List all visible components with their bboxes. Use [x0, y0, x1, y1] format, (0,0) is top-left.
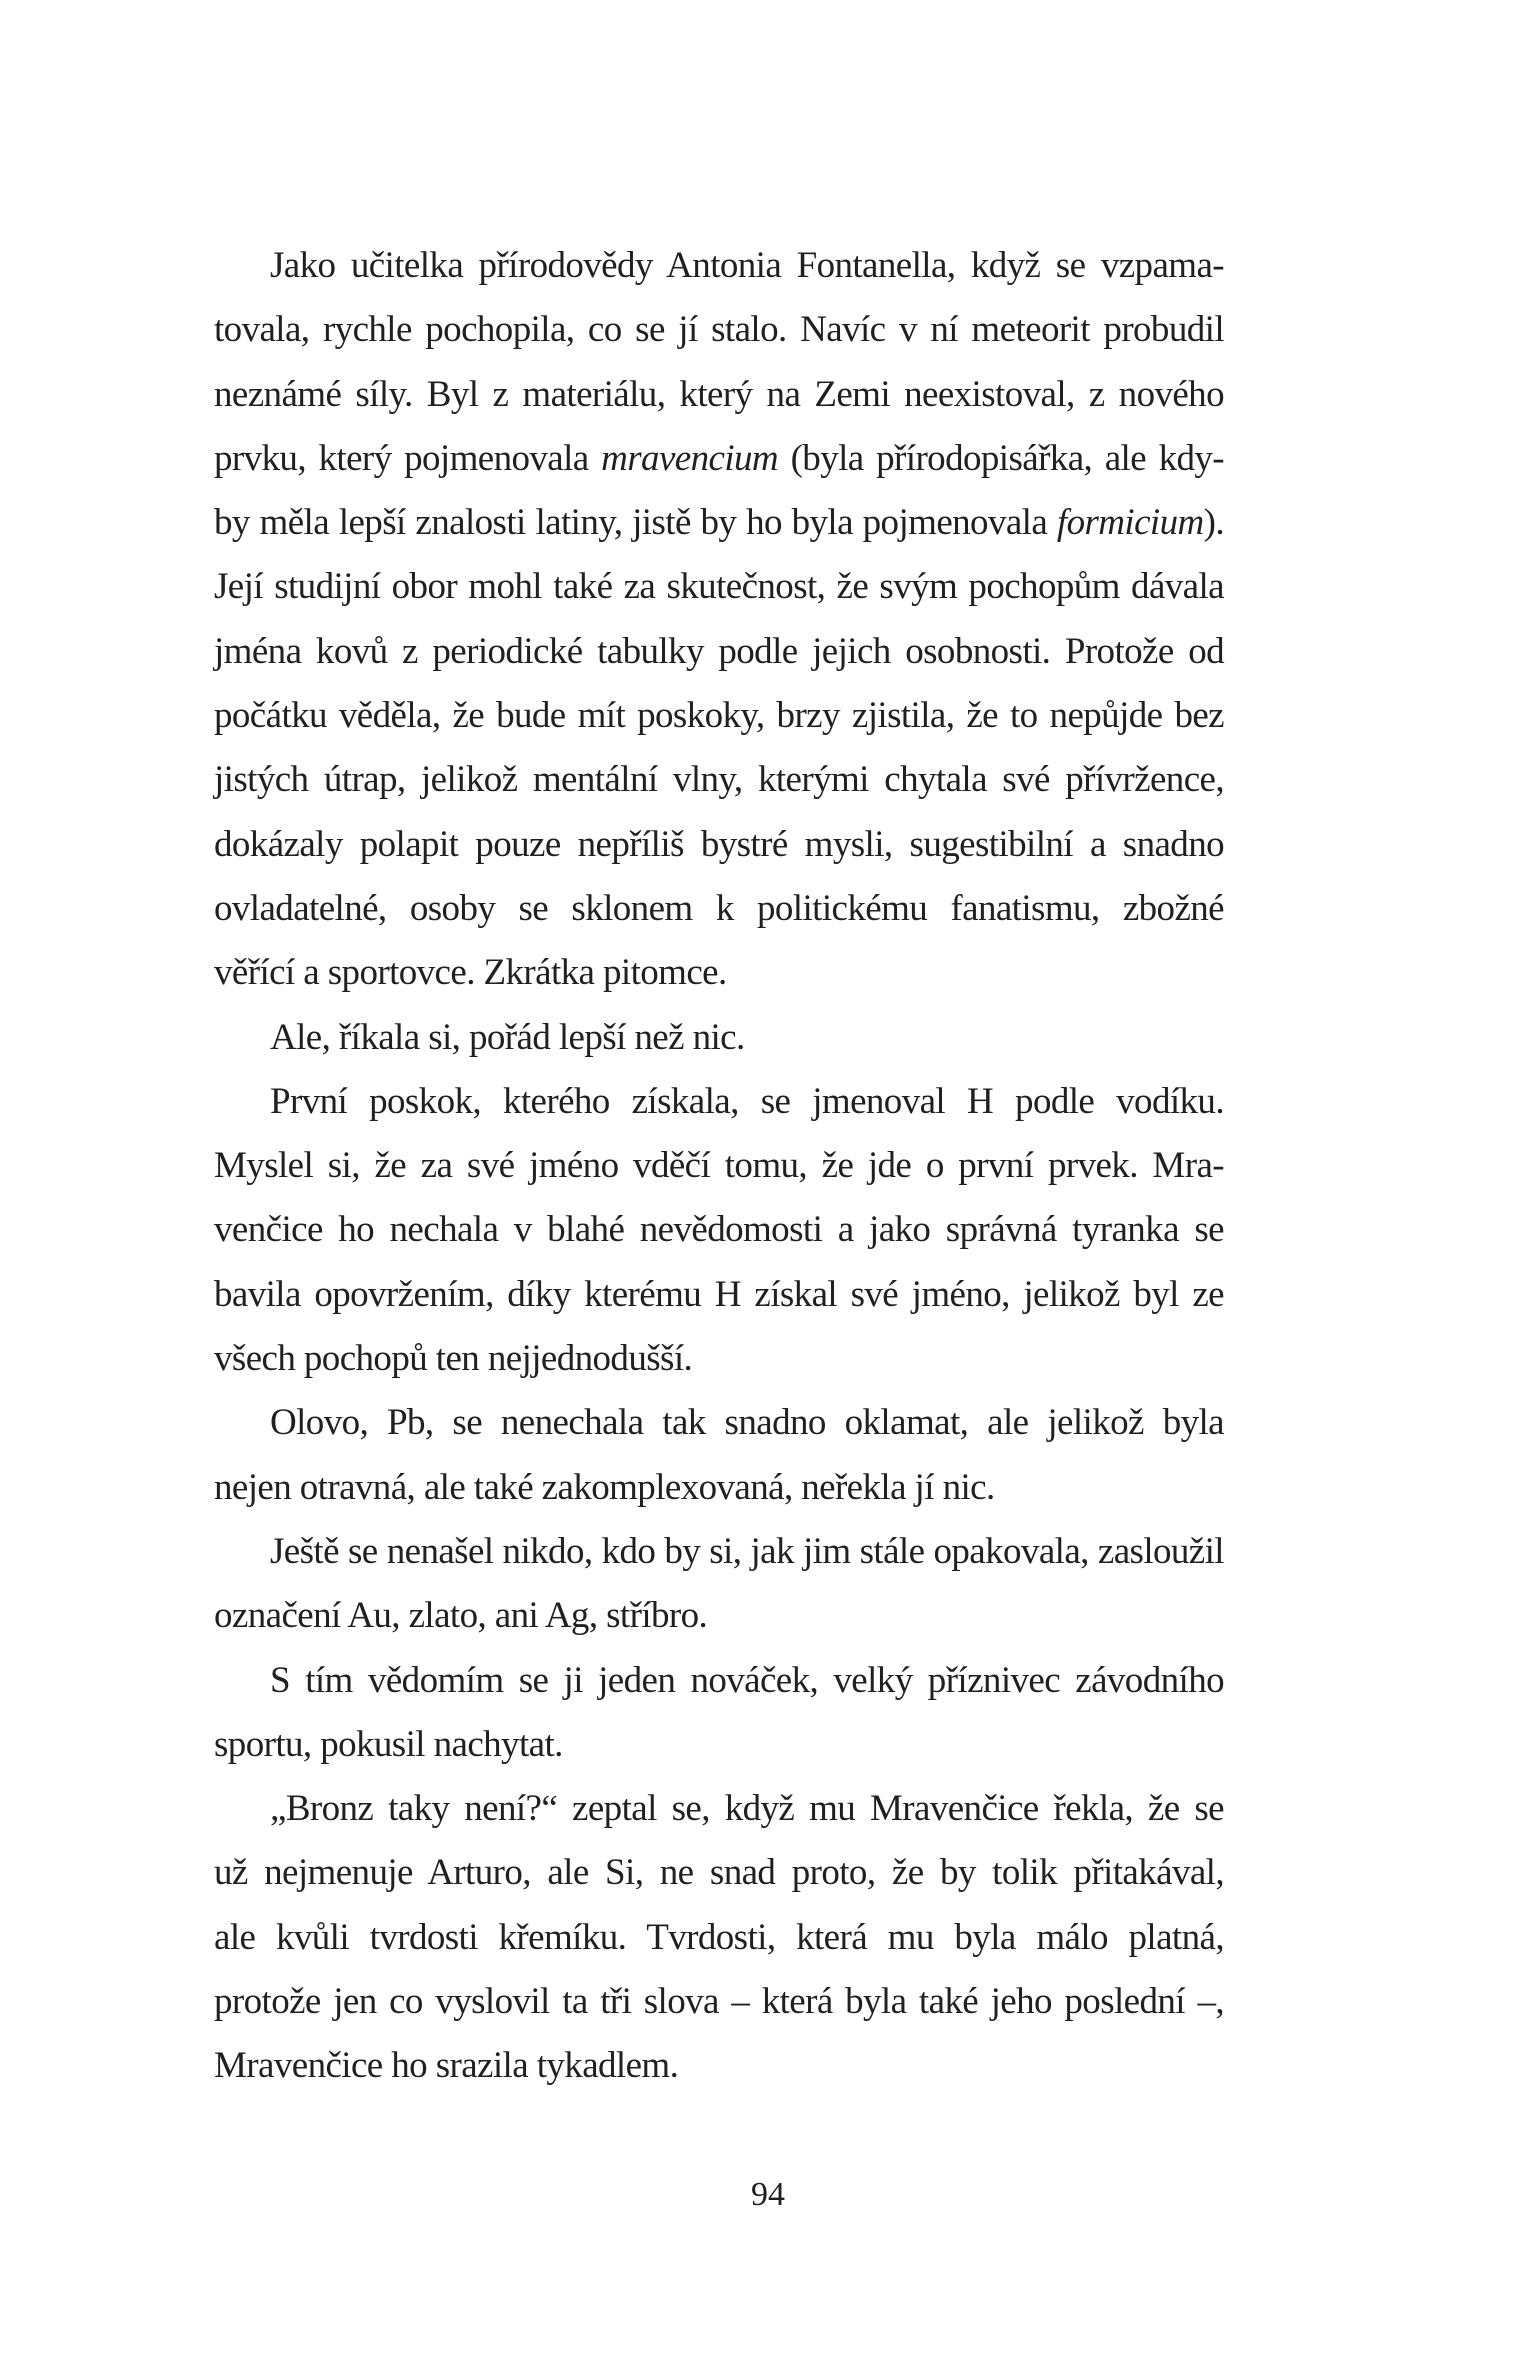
- italic-term: formicium: [1056, 502, 1204, 544]
- text-line: věřící a sportovce. Zkrátka pitomce.: [214, 952, 727, 994]
- body-text: [214, 234, 1224, 2099]
- text-line: Jako učitelka přírodovědy Antonia Fontanella, když se vzpama-: [270, 245, 1224, 286]
- text-line: [214, 491, 1224, 555]
- paragraph: [214, 1070, 1224, 1391]
- text-line: označení Au, zlato, ani Ag, stříbro.: [214, 1595, 708, 1637]
- page-number: 94: [751, 2176, 785, 2213]
- text-line: jistých útrap, jelikož mentální vlny, kterými chytala své přívržence,: [214, 759, 1224, 801]
- text-line: ovladatelné, osoby se sklonem k politickému fanatismu, zbožné: [214, 887, 1224, 929]
- text-line: neznámé síly. Byl z materiálu, který na Zemi neexistoval, z nového: [214, 373, 1224, 415]
- text-line: jména kovů z periodické tabulky podle jejich osobnosti. Protože od: [214, 630, 1224, 672]
- text-segment: ).: [1203, 502, 1224, 544]
- text-line: všech pochopů ten nejjednodušší.: [214, 1338, 693, 1380]
- paragraph: [214, 1777, 1224, 2098]
- text-line: už nejmenuje Arturo, ale Si, ne snad proto, že by tolik přitakával,: [214, 1852, 1224, 1894]
- text-line: „Bronz taky není?“ zeptal se, když mu Mravenčice řekla, že se: [270, 1788, 1224, 1830]
- paragraph: [214, 1649, 1224, 1778]
- text-line: tovala, rychle pochopila, co se jí stalo. Navíc v ní meteorit probudil: [214, 309, 1224, 351]
- text-line: bavila opovržením, díky kterému H získal své jméno, jelikož byl ze: [214, 1273, 1224, 1315]
- text-line: S tím vědomím se ji jeden nováček, velký příznivec závodního: [270, 1659, 1224, 1701]
- text-line: nejen otravná, ale také zakomplexovaná, neřekla jí nic.: [214, 1466, 995, 1508]
- text-line: dokázaly polapit pouze nepříliš bystré mysli, sugestibilní a snadno: [214, 823, 1224, 865]
- text-line: Ještě se nenašel nikdo, kdo by si, jak jim stále opakovala, zasloužil: [270, 1530, 1224, 1572]
- text-line: ale kvůli tvrdosti křemíku. Tvrdosti, která mu byla málo platná,: [214, 1916, 1224, 1958]
- text-line: Mravenčice ho srazila tykadlem.: [214, 2045, 679, 2087]
- italic-term: mravencium: [601, 437, 779, 479]
- text-line: [214, 427, 1224, 491]
- text-line: Myslel si, že za své jméno vděčí tomu, že jde o první prvek. Mra-: [214, 1145, 1224, 1187]
- paragraph: [214, 234, 1224, 1006]
- text-segment: by měla lepší znalosti latiny, jistě by ho byla pojmenovala: [214, 502, 1057, 544]
- text-line: První poskok, kterého získala, se jmenoval H podle vodíku.: [270, 1080, 1224, 1122]
- text-line: sportu, pokusil nachytat.: [214, 1723, 563, 1765]
- text-segment: (byla přírodopisářka, ale kdy-: [778, 437, 1224, 479]
- text-segment: prvku, který pojmenovala: [214, 437, 602, 479]
- text-line: Její studijní obor mohl také za skutečnost, že svým pochopům dávala: [214, 566, 1224, 608]
- text-line: venčice ho nechala v blahé nevědomosti a jako správná tyranka se: [214, 1209, 1224, 1251]
- paragraph: [214, 1520, 1224, 1649]
- text-line: protože jen co vyslovil ta tři slova – která byla také jeho poslední –,: [214, 1981, 1224, 2023]
- paragraph: [214, 1391, 1224, 1520]
- text-line: Olovo, Pb, se nenechala tak snadno oklamat, ale jelikož byla: [270, 1402, 1224, 1444]
- text-line: počátku věděla, že bude mít poskoky, brzy zjistila, že to nepůjde bez: [214, 695, 1224, 737]
- paragraph: [214, 1006, 1224, 1070]
- text-line: Ale, říkala si, pořád lepší než nic.: [270, 1016, 745, 1058]
